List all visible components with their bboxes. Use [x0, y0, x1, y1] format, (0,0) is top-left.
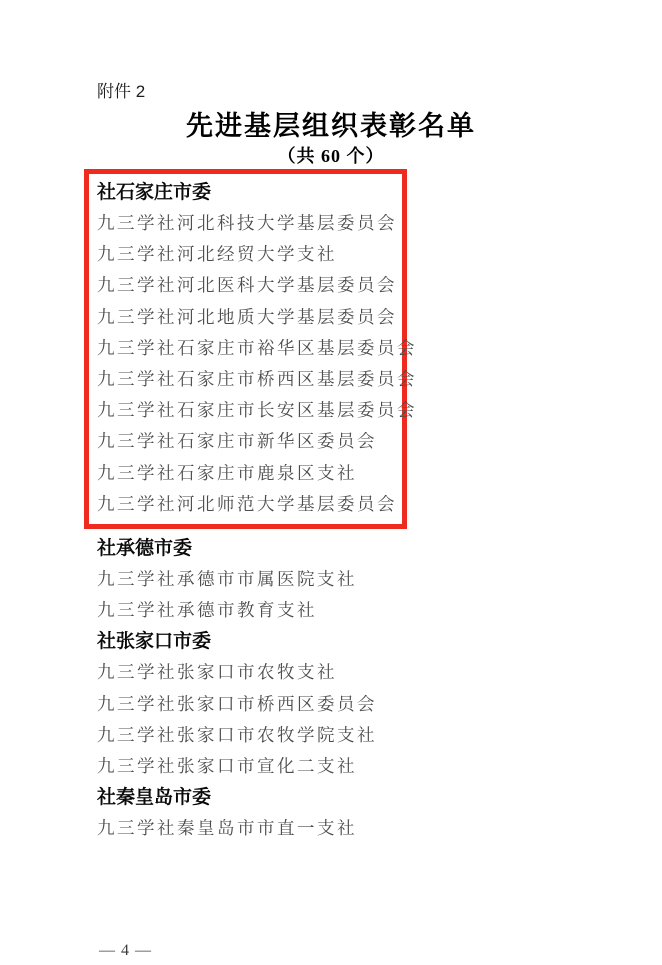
page-subtitle: （共 60 个） — [277, 146, 385, 166]
org-list-item: 九三学社石家庄市新华区委员会 — [97, 431, 377, 452]
org-list-item: 九三学社张家口市农牧学院支社 — [97, 724, 377, 745]
org-list-item: 九三学社河北经贸大学支社 — [97, 244, 337, 265]
document-page — [0, 82, 662, 965]
org-list-item: 九三学社张家口市农牧支社 — [97, 662, 337, 683]
section-header: 社承德市委 — [97, 538, 193, 560]
org-list-item: 九三学社张家口市宣化二支社 — [97, 756, 357, 777]
org-list-item: 九三学社承德市教育支社 — [97, 600, 317, 621]
org-list-item: 九三学社河北师范大学基层委员会 — [97, 493, 397, 514]
org-section-inner — [97, 177, 417, 520]
section-header: 社石家庄市委 — [97, 182, 212, 203]
org-list-item: 九三学社张家口市桥西区委员会 — [97, 693, 377, 714]
org-section-inner — [97, 533, 662, 626]
org-list-item: 九三学社石家庄市鹿泉区支社 — [97, 462, 357, 483]
org-list-item: 九三学社秦皇岛市市直一支社 — [97, 818, 357, 839]
org-section — [0, 533, 662, 626]
org-list-item: 九三学社河北科技大学基层委员会 — [97, 213, 397, 233]
org-section — [0, 626, 662, 782]
org-list-item: 九三学社承德市市属医院支社 — [97, 569, 357, 590]
org-list-item: 九三学社石家庄市裕华区基层委员会 — [97, 337, 417, 358]
section-header: 社张家口市委 — [97, 631, 212, 653]
org-section-inner — [97, 782, 662, 844]
org-section — [0, 782, 662, 844]
org-list-item: 九三学社石家庄市桥西区基层委员会 — [97, 369, 417, 390]
highlight-annotation-box — [84, 169, 417, 529]
sections-list — [0, 169, 662, 844]
page-number: — 4 — — [99, 942, 152, 959]
page-title: 先进基层组织表彰名单 — [186, 111, 476, 141]
org-list-item: 九三学社河北医科大学基层委员会 — [97, 275, 397, 296]
org-section-inner — [97, 626, 662, 782]
attachment-label: 附件 2 — [97, 82, 146, 101]
section-header: 社秦皇岛市委 — [97, 787, 212, 809]
org-list-item: 九三学社石家庄市长安区基层委员会 — [97, 400, 417, 421]
org-list-item: 九三学社河北地质大学基层委员会 — [97, 306, 397, 327]
